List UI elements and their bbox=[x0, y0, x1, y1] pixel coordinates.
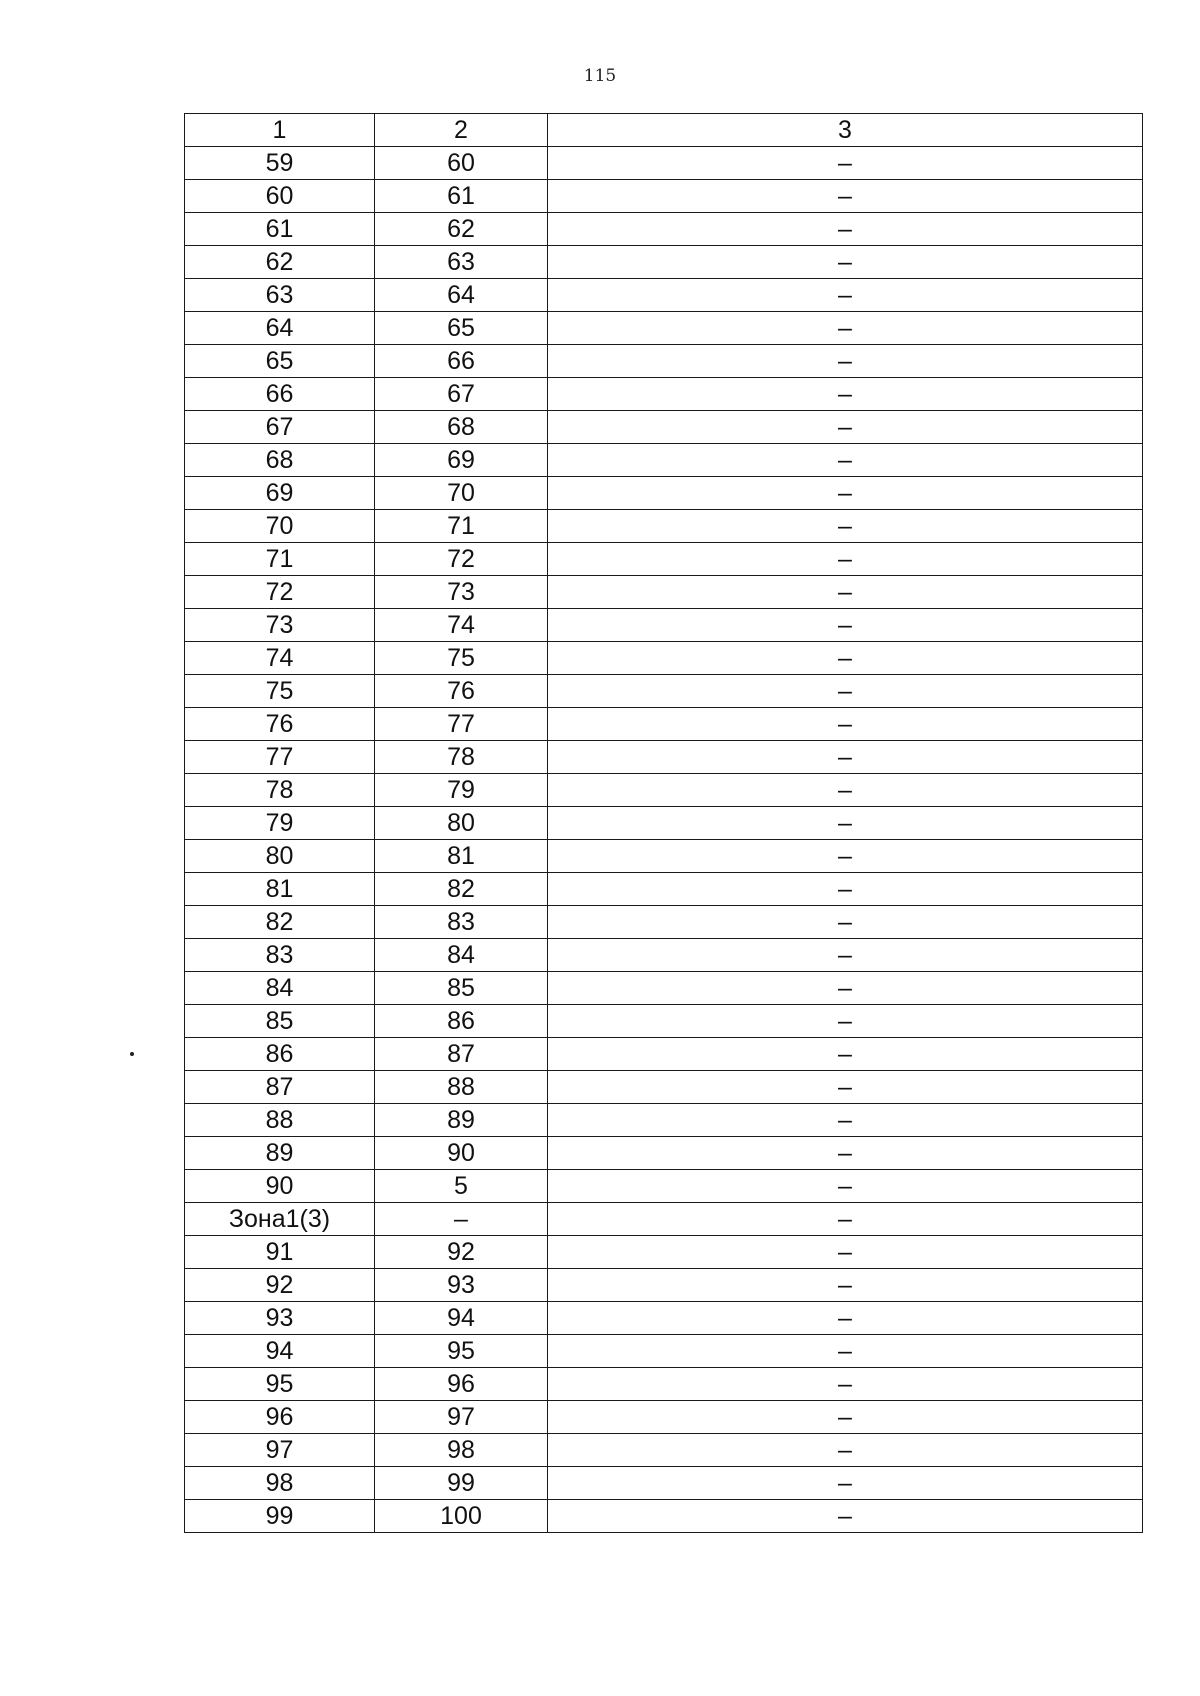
table-cell-col-2: 80 bbox=[375, 807, 548, 840]
table-cell-col-3: – bbox=[548, 609, 1143, 642]
table-cell-col-3: – bbox=[548, 1302, 1143, 1335]
table-cell-col-2: 95 bbox=[375, 1335, 548, 1368]
table-cell-col-2: 78 bbox=[375, 741, 548, 774]
table-cell-col-2: 94 bbox=[375, 1302, 548, 1335]
table-cell-col-1: 73 bbox=[185, 609, 375, 642]
table-cell-col-2: 86 bbox=[375, 1005, 548, 1038]
table-row bbox=[185, 312, 1143, 345]
table-row bbox=[185, 411, 1143, 444]
table-cell-col-3: – bbox=[548, 345, 1143, 378]
table-row bbox=[185, 906, 1143, 939]
table-cell-col-1: 93 bbox=[185, 1302, 375, 1335]
header-cell-2: 2 bbox=[375, 114, 548, 147]
table-cell-col-1: 63 bbox=[185, 279, 375, 312]
table-cell-col-1: 80 bbox=[185, 840, 375, 873]
table-cell-col-3: – bbox=[548, 906, 1143, 939]
table-cell-col-2: 62 bbox=[375, 213, 548, 246]
table-cell-col-1: 89 bbox=[185, 1137, 375, 1170]
table-cell-col-1: 85 bbox=[185, 1005, 375, 1038]
table-cell-col-2: 84 bbox=[375, 939, 548, 972]
table-row bbox=[185, 1368, 1143, 1401]
table-cell-col-2: 96 bbox=[375, 1368, 548, 1401]
table-cell-col-3: – bbox=[548, 939, 1143, 972]
table-cell-col-1: 83 bbox=[185, 939, 375, 972]
table-row bbox=[185, 246, 1143, 279]
table-cell-col-1: 81 bbox=[185, 873, 375, 906]
table-cell-col-2: 82 bbox=[375, 873, 548, 906]
table-row bbox=[185, 1335, 1143, 1368]
table-cell-col-1: 67 bbox=[185, 411, 375, 444]
table-cell-col-3: – bbox=[548, 1170, 1143, 1203]
table-cell-col-1: Зона1(3) bbox=[185, 1203, 375, 1236]
table-cell-col-3: – bbox=[548, 1038, 1143, 1071]
table-cell-col-2: 88 bbox=[375, 1071, 548, 1104]
table-cell-col-1: 94 bbox=[185, 1335, 375, 1368]
table-cell-col-2: 87 bbox=[375, 1038, 548, 1071]
table-cell-col-3: – bbox=[548, 1236, 1143, 1269]
table-cell-col-2: 65 bbox=[375, 312, 548, 345]
table-cell-col-1: 72 bbox=[185, 576, 375, 609]
table-header bbox=[185, 114, 1143, 147]
table-row bbox=[185, 1434, 1143, 1467]
table-cell-col-3: – bbox=[548, 1005, 1143, 1038]
table-body bbox=[185, 147, 1143, 1533]
table-cell-col-2: 92 bbox=[375, 1236, 548, 1269]
table-row bbox=[185, 279, 1143, 312]
table-cell-col-1: 66 bbox=[185, 378, 375, 411]
table-cell-col-3: – bbox=[548, 312, 1143, 345]
table-cell-col-3: – bbox=[548, 477, 1143, 510]
table-cell-col-3: – bbox=[548, 873, 1143, 906]
table-cell-col-1: 98 bbox=[185, 1467, 375, 1500]
table-cell-col-2: 83 bbox=[375, 906, 548, 939]
table-cell-col-1: 92 bbox=[185, 1269, 375, 1302]
table-cell-col-2: 5 bbox=[375, 1170, 548, 1203]
table-row bbox=[185, 1005, 1143, 1038]
table-row bbox=[185, 840, 1143, 873]
table-cell-col-1: 75 bbox=[185, 675, 375, 708]
table-row bbox=[185, 576, 1143, 609]
table-cell-col-1: 70 bbox=[185, 510, 375, 543]
table-cell-col-3: – bbox=[548, 708, 1143, 741]
table-row bbox=[185, 939, 1143, 972]
table-row bbox=[185, 1401, 1143, 1434]
table-row bbox=[185, 708, 1143, 741]
table-cell-col-2: 68 bbox=[375, 411, 548, 444]
table-cell-col-2: – bbox=[375, 1203, 548, 1236]
table-row bbox=[185, 774, 1143, 807]
table-row bbox=[185, 1500, 1143, 1533]
table-cell-col-3: – bbox=[548, 213, 1143, 246]
table-cell-col-3: – bbox=[548, 510, 1143, 543]
table-cell-col-3: – bbox=[548, 1071, 1143, 1104]
table-row bbox=[185, 609, 1143, 642]
table-cell-col-2: 77 bbox=[375, 708, 548, 741]
table-cell-col-2: 61 bbox=[375, 180, 548, 213]
table-cell-col-1: 71 bbox=[185, 543, 375, 576]
table-row bbox=[185, 1071, 1143, 1104]
table-cell-col-3: – bbox=[548, 444, 1143, 477]
table-row bbox=[185, 807, 1143, 840]
table-cell-col-3: – bbox=[548, 1104, 1143, 1137]
header-row bbox=[185, 114, 1143, 147]
data-table-container bbox=[184, 113, 1142, 1533]
data-table bbox=[184, 113, 1143, 1533]
stray-mark bbox=[130, 1052, 134, 1056]
table-row bbox=[185, 1236, 1143, 1269]
table-cell-col-2: 60 bbox=[375, 147, 548, 180]
table-row bbox=[185, 1203, 1143, 1236]
table-cell-col-1: 77 bbox=[185, 741, 375, 774]
table-cell-col-2: 64 bbox=[375, 279, 548, 312]
table-cell-col-3: – bbox=[548, 246, 1143, 279]
table-cell-col-2: 93 bbox=[375, 1269, 548, 1302]
table-row bbox=[185, 1170, 1143, 1203]
table-cell-col-3: – bbox=[548, 1467, 1143, 1500]
table-cell-col-1: 90 bbox=[185, 1170, 375, 1203]
table-cell-col-1: 74 bbox=[185, 642, 375, 675]
table-cell-col-1: 97 bbox=[185, 1434, 375, 1467]
table-cell-col-3: – bbox=[548, 1401, 1143, 1434]
table-row bbox=[185, 213, 1143, 246]
table-cell-col-2: 90 bbox=[375, 1137, 548, 1170]
table-cell-col-2: 67 bbox=[375, 378, 548, 411]
table-cell-col-1: 62 bbox=[185, 246, 375, 279]
table-cell-col-3: – bbox=[548, 180, 1143, 213]
table-cell-col-3: – bbox=[548, 1434, 1143, 1467]
table-row bbox=[185, 642, 1143, 675]
table-cell-col-3: – bbox=[548, 411, 1143, 444]
table-row bbox=[185, 972, 1143, 1005]
table-cell-col-3: – bbox=[548, 147, 1143, 180]
table-cell-col-2: 89 bbox=[375, 1104, 548, 1137]
table-cell-col-1: 68 bbox=[185, 444, 375, 477]
table-row bbox=[185, 543, 1143, 576]
table-cell-col-2: 76 bbox=[375, 675, 548, 708]
table-cell-col-3: – bbox=[548, 543, 1143, 576]
table-cell-col-1: 65 bbox=[185, 345, 375, 378]
table-row bbox=[185, 1269, 1143, 1302]
table-cell-col-1: 86 bbox=[185, 1038, 375, 1071]
table-cell-col-3: – bbox=[548, 576, 1143, 609]
table-row bbox=[185, 180, 1143, 213]
page-number: 115 bbox=[583, 66, 617, 86]
table-cell-col-2: 69 bbox=[375, 444, 548, 477]
table-cell-col-1: 95 bbox=[185, 1368, 375, 1401]
table-row bbox=[185, 675, 1143, 708]
table-cell-col-1: 76 bbox=[185, 708, 375, 741]
table-cell-col-1: 61 bbox=[185, 213, 375, 246]
header-cell-3: 3 bbox=[548, 114, 1143, 147]
table-cell-col-1: 96 bbox=[185, 1401, 375, 1434]
table-cell-col-2: 71 bbox=[375, 510, 548, 543]
table-cell-col-3: – bbox=[548, 840, 1143, 873]
table-cell-col-2: 100 bbox=[375, 1500, 548, 1533]
table-cell-col-1: 59 bbox=[185, 147, 375, 180]
table-cell-col-2: 79 bbox=[375, 774, 548, 807]
table-cell-col-3: – bbox=[548, 741, 1143, 774]
table-row bbox=[185, 444, 1143, 477]
table-cell-col-1: 60 bbox=[185, 180, 375, 213]
table-cell-col-2: 99 bbox=[375, 1467, 548, 1500]
table-cell-col-2: 73 bbox=[375, 576, 548, 609]
table-cell-col-3: – bbox=[548, 642, 1143, 675]
table-cell-col-1: 91 bbox=[185, 1236, 375, 1269]
table-cell-col-2: 98 bbox=[375, 1434, 548, 1467]
table-row bbox=[185, 1467, 1143, 1500]
table-cell-col-3: – bbox=[548, 1137, 1143, 1170]
table-row bbox=[185, 1302, 1143, 1335]
table-row bbox=[185, 477, 1143, 510]
table-row bbox=[185, 510, 1143, 543]
table-cell-col-3: – bbox=[548, 774, 1143, 807]
table-cell-col-1: 78 bbox=[185, 774, 375, 807]
table-cell-col-1: 82 bbox=[185, 906, 375, 939]
table-cell-col-3: – bbox=[548, 807, 1143, 840]
table-row bbox=[185, 147, 1143, 180]
table-cell-col-3: – bbox=[548, 1368, 1143, 1401]
table-row bbox=[185, 1137, 1143, 1170]
table-cell-col-3: – bbox=[548, 1269, 1143, 1302]
table-cell-col-2: 74 bbox=[375, 609, 548, 642]
table-cell-col-1: 79 bbox=[185, 807, 375, 840]
table-row bbox=[185, 378, 1143, 411]
table-cell-col-3: – bbox=[548, 1203, 1143, 1236]
table-cell-col-3: – bbox=[548, 279, 1143, 312]
table-cell-col-2: 97 bbox=[375, 1401, 548, 1434]
table-cell-col-3: – bbox=[548, 675, 1143, 708]
table-cell-col-1: 87 bbox=[185, 1071, 375, 1104]
table-cell-col-3: – bbox=[548, 378, 1143, 411]
table-cell-col-1: 88 bbox=[185, 1104, 375, 1137]
table-row bbox=[185, 1104, 1143, 1137]
table-cell-col-2: 81 bbox=[375, 840, 548, 873]
table-cell-col-2: 75 bbox=[375, 642, 548, 675]
table-row bbox=[185, 873, 1143, 906]
table-cell-col-2: 70 bbox=[375, 477, 548, 510]
header-cell-1: 1 bbox=[185, 114, 375, 147]
table-row bbox=[185, 741, 1143, 774]
table-cell-col-2: 63 bbox=[375, 246, 548, 279]
table-cell-col-2: 85 bbox=[375, 972, 548, 1005]
table-cell-col-1: 69 bbox=[185, 477, 375, 510]
table-cell-col-1: 64 bbox=[185, 312, 375, 345]
table-row bbox=[185, 345, 1143, 378]
table-cell-col-3: – bbox=[548, 1335, 1143, 1368]
table-cell-col-1: 99 bbox=[185, 1500, 375, 1533]
table-cell-col-3: – bbox=[548, 972, 1143, 1005]
table-cell-col-2: 66 bbox=[375, 345, 548, 378]
table-row bbox=[185, 1038, 1143, 1071]
table-cell-col-2: 72 bbox=[375, 543, 548, 576]
table-cell-col-3: – bbox=[548, 1500, 1143, 1533]
table-cell-col-1: 84 bbox=[185, 972, 375, 1005]
